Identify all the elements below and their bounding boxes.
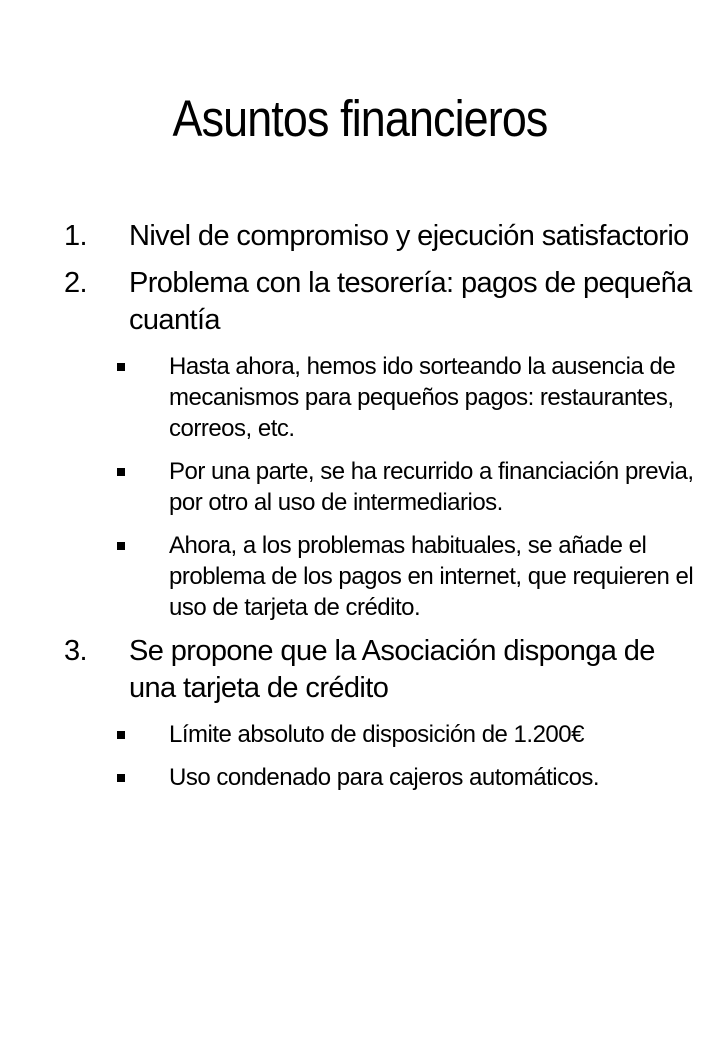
item-text: Problema con la tesorería: pagos de pequeña cuantía: [129, 267, 692, 336]
item-text: Nivel de compromiso y ejecución satisfactorio: [129, 220, 689, 252]
square-bullet-icon: [117, 731, 125, 739]
item-number: 1.: [64, 220, 87, 252]
sub-list: [129, 351, 702, 623]
sub-item: [62, 456, 702, 518]
item-number: 2.: [64, 267, 87, 299]
square-bullet-icon: [117, 468, 125, 476]
item-text: Se propone que la Asociación disponga de una tarjeta de crédito: [129, 635, 655, 704]
square-bullet-icon: [117, 542, 125, 550]
sub-item-text: Límite absoluto de disposición de 1.200€: [169, 721, 584, 748]
item-number: 3.: [64, 635, 87, 667]
sub-item: [62, 530, 702, 623]
sub-item-text: Hasta ahora, hemos ido sorteando la ausencia de mecanismos para pequeños pagos: restaurantes, correos, etc.: [169, 353, 676, 442]
sub-item-text: Uso condenado para cajeros automáticos.: [169, 764, 600, 791]
sub-item-text: Ahora, a los problemas habituales, se añade el problema de los pagos en internet, que requieren el uso de tarjeta de crédito.: [169, 532, 694, 621]
sub-item: [62, 719, 702, 750]
list-item-1: [62, 218, 702, 255]
slide-title: Asuntos financieros: [172, 90, 548, 147]
slide-content: [62, 218, 702, 803]
sub-item: [62, 762, 702, 793]
sub-item: [62, 351, 702, 444]
sub-item-text: Por una parte, se ha recurrido a financiación previa, por otro al uso de intermediarios.: [169, 458, 694, 516]
square-bullet-icon: [117, 774, 125, 782]
list-item-3: [62, 633, 702, 793]
sub-list: [129, 719, 702, 793]
list-item-2: [62, 265, 702, 623]
square-bullet-icon: [117, 363, 125, 371]
